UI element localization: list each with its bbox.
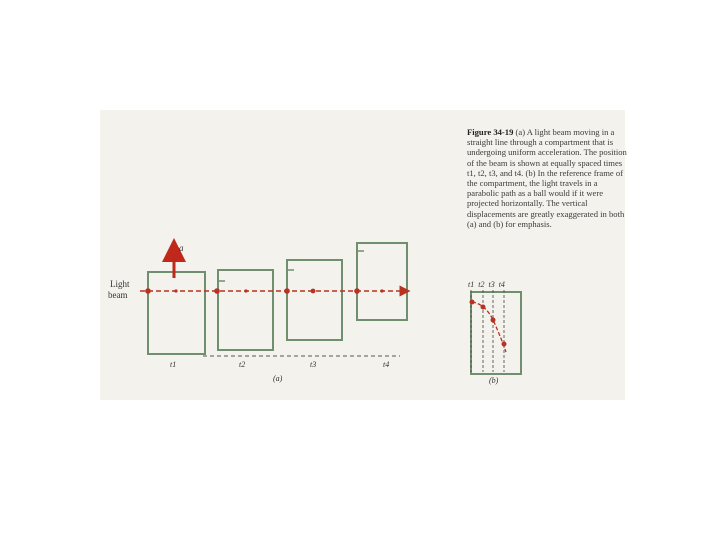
path-dot (491, 318, 496, 323)
figure-scan (100, 110, 625, 400)
beam-dot (284, 288, 290, 294)
beam-dot (244, 289, 247, 292)
figure-label: Figure 34-19 (467, 127, 514, 137)
acceleration-label: a (179, 243, 184, 253)
panel-b-time-labels: t1 t2 t3 t4 (468, 280, 505, 289)
compartment-box-t1 (148, 272, 205, 354)
path-dot (502, 342, 507, 347)
beam-dot (214, 288, 220, 294)
panel-a-label: (a) (273, 374, 283, 383)
beam-dot (145, 288, 151, 294)
time-label-t3: t3 (310, 360, 317, 369)
compartment-box-t2 (218, 270, 273, 350)
panel-b-label: (b) (489, 376, 499, 385)
beam-dot (380, 289, 383, 292)
time-label-t2: t2 (239, 360, 246, 369)
compartment-box-t3 (287, 260, 342, 340)
time-label-t4: t4 (383, 360, 390, 369)
beam-dot (174, 289, 177, 292)
caption-text: (a) A light beam moving in a straight line through a compartment that is undergoing uniform acceleration. The position of the beam is shown at equally spaced times t1, t2, t3, and t4. (b) In the reference frame of the compartment, the light travels in a parabolic path as a ball would if it were projected horizontally. The vertical displacements are greatly exaggerated in both (a) and (b) for emphasis. (467, 127, 627, 229)
figure-caption (467, 127, 627, 229)
path-dot (470, 300, 475, 305)
path-dot (481, 305, 486, 310)
light-beam-label: Light beam (108, 279, 130, 300)
parabolic-path (472, 302, 506, 352)
beam-dot (311, 289, 316, 294)
time-label-t1: t1 (170, 360, 177, 369)
beam-dot (354, 288, 360, 294)
compartment-box-t4 (357, 243, 407, 320)
